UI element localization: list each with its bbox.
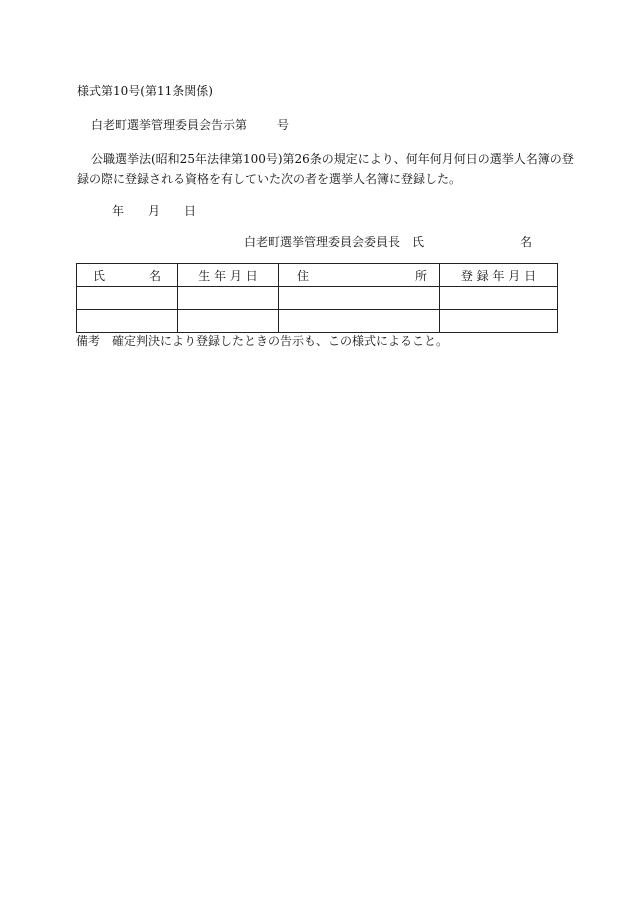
table-row bbox=[77, 310, 558, 333]
form-number: 様式第10号(第11条関係) bbox=[77, 84, 213, 98]
date-year: 年 bbox=[112, 204, 125, 218]
notice-number-suffix: 号 bbox=[277, 118, 290, 132]
notice-title bbox=[91, 117, 289, 133]
table-cell bbox=[178, 287, 279, 310]
table-row bbox=[77, 287, 558, 310]
body-text-line-1: 公職選挙法(昭和25年法律第100号)第26条の規定により、何年何月何日の選挙人名簿の登 bbox=[91, 152, 574, 166]
signature-name-suffix: 名 bbox=[520, 235, 533, 249]
notice-title-text: 白老町選挙管理委員会告示第 bbox=[91, 118, 248, 132]
signature-line bbox=[244, 234, 532, 250]
header-birthdate: 生 年 月 日 bbox=[178, 264, 279, 287]
table-cell bbox=[77, 310, 178, 333]
table-cell bbox=[279, 287, 440, 310]
date-month: 月 bbox=[148, 204, 161, 218]
date-line bbox=[112, 203, 196, 219]
table-cell bbox=[77, 287, 178, 310]
date-day: 日 bbox=[184, 204, 197, 218]
table-cell bbox=[279, 310, 440, 333]
header-address: 住 所 bbox=[279, 264, 440, 287]
remark-note: 備考 確定判決により登録したときの告示も、この様式によること。 bbox=[76, 334, 449, 348]
header-name: 氏 名 bbox=[77, 264, 178, 287]
table-cell bbox=[178, 310, 279, 333]
body-text-line-2: 録の際に登録される資格を有していた次の者を選挙人名簿に登録した。 bbox=[77, 172, 462, 186]
table-header-row bbox=[77, 264, 558, 287]
table-cell bbox=[440, 287, 558, 310]
header-registration-date: 登 録 年 月 日 bbox=[440, 264, 558, 287]
table-cell bbox=[440, 310, 558, 333]
registration-table bbox=[76, 263, 558, 333]
signature-title: 白老町選挙管理委員会委員長 氏 bbox=[244, 235, 425, 249]
